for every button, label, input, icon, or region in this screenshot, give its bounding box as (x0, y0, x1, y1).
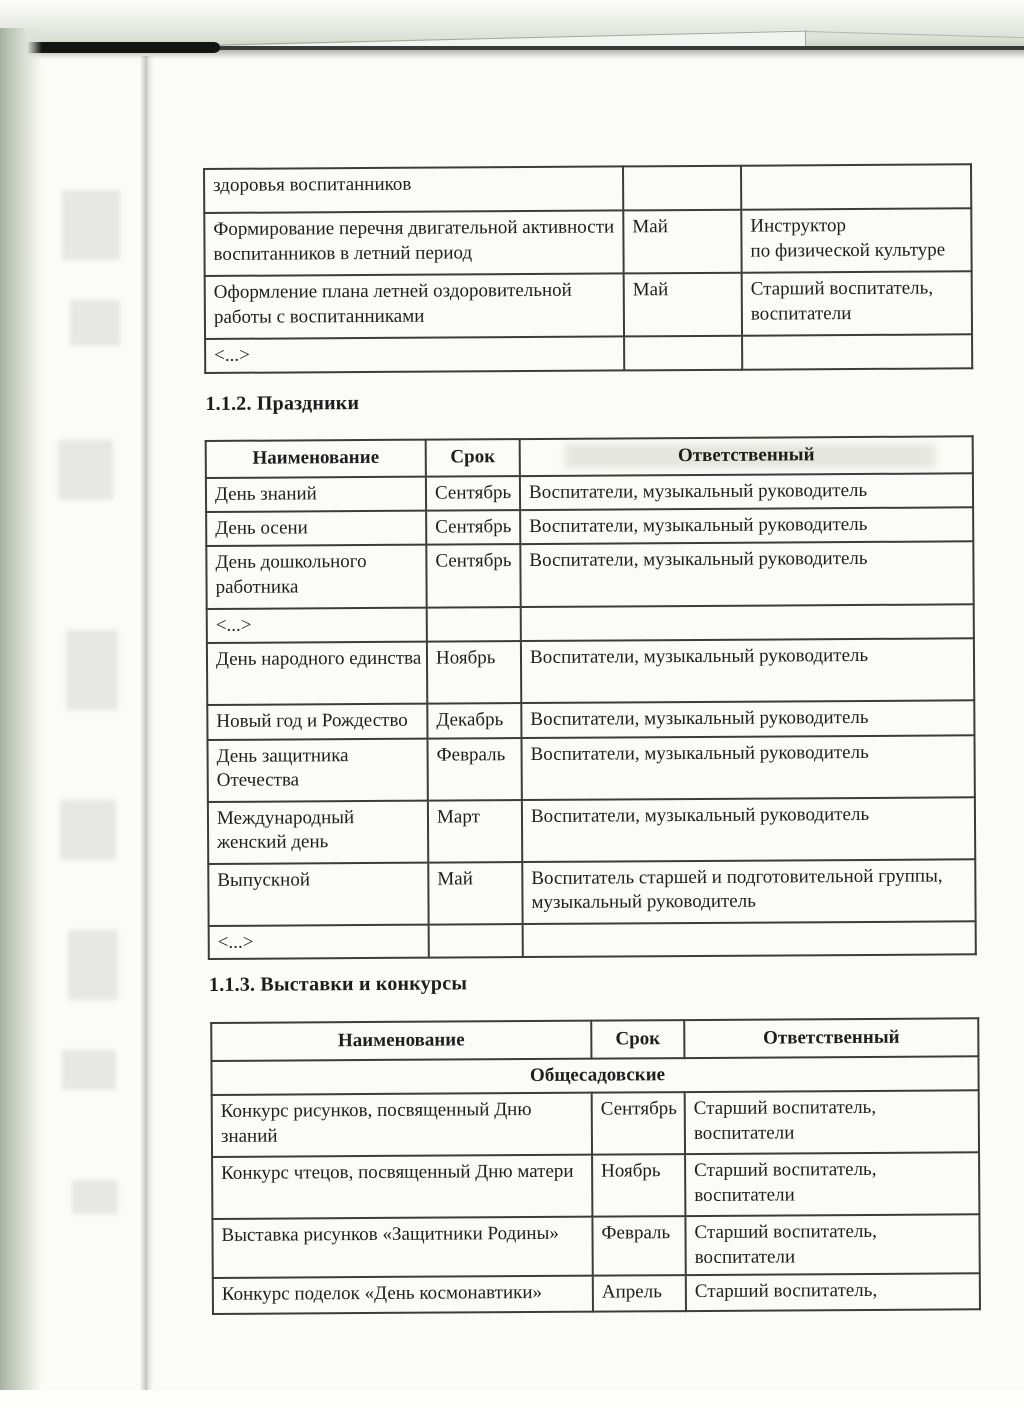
cell-name: Оформление плана летней оздоровительной работы с воспитанниками (205, 273, 624, 339)
group-header-cell: Общесадовские (211, 1056, 978, 1095)
table-row (208, 859, 975, 926)
table-header-row (206, 436, 973, 478)
cell-responsible (741, 164, 971, 209)
cell-name: День народного единства (207, 641, 427, 704)
table-row (207, 735, 974, 802)
cell-name: День осени (206, 511, 426, 546)
cell-responsible: Воспитатель старшей и подготовительной группы, музыкальный руководитель (522, 859, 975, 924)
cell-responsible: Старший воспитатель, (686, 1273, 980, 1311)
table-row (205, 334, 972, 372)
cell-name: здоровья воспитанников (204, 166, 623, 213)
table-row (204, 208, 971, 276)
cell-responsible: Воспитатели, музыкальный руководитель (522, 797, 975, 862)
cell-responsible: Воспитатели, музыкальный руководитель (521, 638, 974, 703)
cell-term: Апрель (593, 1275, 686, 1312)
header-responsible: Ответственный (684, 1018, 978, 1058)
cell-responsible (521, 604, 974, 640)
table-header-row (211, 1018, 978, 1061)
table-row (212, 1152, 979, 1219)
table-row (209, 921, 976, 959)
header-responsible: Ответственный (520, 436, 973, 476)
cell-responsible: Инструктор по физической культуре (741, 208, 971, 272)
cell-term: Май (623, 210, 741, 274)
cell-responsible (742, 334, 972, 369)
cell-responsible: Старший воспитатель, воспитатели (742, 271, 972, 335)
cell-term: Сентябрь (426, 544, 520, 608)
cell-name: День знаний (206, 477, 426, 512)
cell-name: <...> (205, 336, 624, 372)
cell-responsible: Воспитатели, музыкальный руководитель (521, 700, 974, 738)
cell-term: Март (428, 800, 522, 863)
table-row (207, 638, 974, 705)
table-row (208, 797, 975, 864)
cell-term: Май (428, 862, 522, 925)
cell-term: Февраль (592, 1216, 685, 1276)
cell-responsible (523, 921, 976, 957)
cell-name: Новый год и Рождество (207, 703, 427, 739)
contests-table (210, 1017, 981, 1315)
cell-name: Конкурс рисунков, посвященный Дню знаний (212, 1093, 592, 1157)
cell-name: Конкурс чтецов, посвященный Дню матери (212, 1155, 592, 1219)
cell-name: <...> (207, 608, 427, 643)
table-row (213, 1273, 980, 1314)
cell-term: Май (624, 273, 742, 337)
table-row (206, 473, 973, 512)
cell-term (623, 166, 741, 211)
table-row (206, 541, 973, 609)
cell-responsible: Старший воспитатель, воспитатели (685, 1090, 979, 1154)
cell-name: Международный женский день (208, 800, 428, 863)
table-row (207, 604, 974, 642)
table-row (205, 271, 972, 339)
cell-term: Сентябрь (426, 476, 520, 511)
cell-responsible: Воспитатели, музыкальный руководитель (520, 541, 973, 607)
table-row (212, 1214, 979, 1278)
cell-name: <...> (209, 924, 429, 959)
continuation-table (203, 163, 973, 373)
cell-responsible: Старший воспитатель, воспитатели (685, 1152, 979, 1216)
table-row (206, 507, 973, 546)
header-term: Срок (591, 1020, 684, 1059)
header-name: Наименование (211, 1021, 591, 1061)
cell-term: Ноябрь (592, 1154, 685, 1217)
cell-term (427, 607, 521, 641)
cell-name: Формирование перечня двигательной активности воспитанников в летний период (204, 210, 623, 276)
cell-name: День дошкольного работника (206, 545, 426, 609)
cell-term: Сентябрь (426, 510, 520, 545)
cell-responsible: Воспитатели, музыкальный руководитель (521, 735, 974, 800)
cell-responsible: Воспитатели, музыкальный руководитель (520, 507, 973, 544)
cell-term (624, 336, 742, 370)
cell-responsible: Старший воспитатель, воспитатели (685, 1214, 979, 1275)
table-group-row (211, 1056, 978, 1095)
holidays-table (205, 435, 977, 960)
cell-name: Конкурс поделок «День космонавтики» (213, 1276, 593, 1314)
cell-name: Выпускной (208, 862, 428, 925)
cell-name: Выставка рисунков «Защитники Родины» (212, 1217, 592, 1278)
header-term: Срок (426, 439, 520, 477)
cell-term: Февраль (427, 738, 521, 801)
cell-term: Декабрь (427, 703, 521, 739)
section-heading-contests: 1.1.3. Выставки и конкурсы (208, 972, 468, 996)
table-row (204, 164, 971, 213)
cell-term (429, 924, 523, 958)
table-row (207, 700, 974, 740)
cell-name: День защитника Отечества (207, 738, 427, 801)
header-name: Наименование (206, 440, 426, 478)
section-heading-holidays: 1.1.2. Праздники (205, 392, 360, 415)
cell-responsible: Воспитатели, музыкальный руководитель (520, 473, 973, 510)
cell-term: Сентябрь (592, 1092, 685, 1155)
cell-term: Ноябрь (427, 641, 521, 704)
table-row (212, 1090, 979, 1157)
